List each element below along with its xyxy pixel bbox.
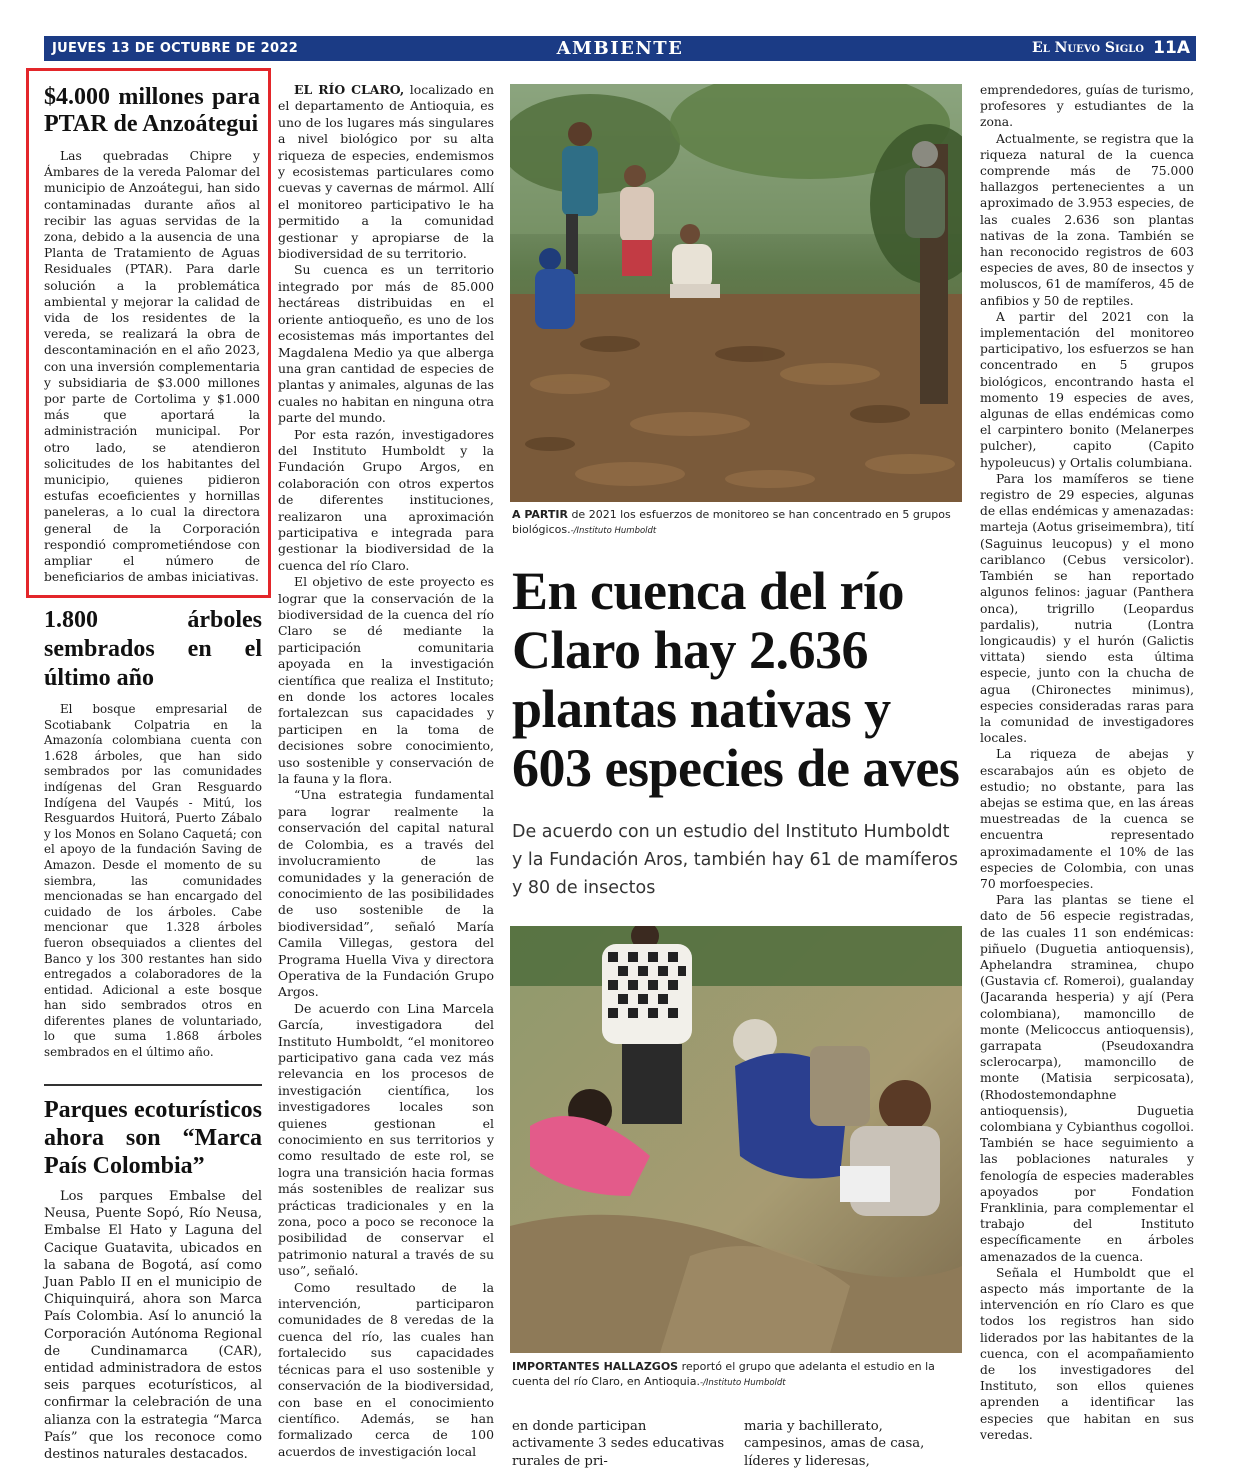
article-lead-paragraph [278,82,494,262]
article-paragraph: Por esta razón, investigadores del Instituto Humboldt y la Fundación Grupo Argos, en colaboración con otros expertos de diferentes instituciones, realizaron una aproximación participativa e integrada para gestionar la biodiversidad de la cuenca del río Claro. [278,426,494,573]
article-paragraph: Actualmente, se registra que la riqueza natural de la cuenca comprende más de 75.000 hallazgos pertenecientes a un aproximado de 3.953 especies, de las cuales 2.636 son plantas nativas de la zona. También se han reconocido registros de 603 especies de aves, 80 de insectos y moluscos, 61 de mamíferos, 45 de anfibios y 50 de reptiles. [980,131,1194,308]
brief-1-title: $4.000 millones para PTAR de Anzoátegui [44,84,260,137]
photo-1-caption [512,507,964,539]
caption-text: reportó el grupo que adelanta el estudio en la cuenta del río Claro, en Antioquia. [512,1360,935,1388]
article-subheadline: De acuerdo con un estudio del Instituto Humboldt y la Fundación Aros, también hay 61 de mamíferos y 80 de insectos [512,822,959,898]
brief-3 [44,1096,262,1463]
brief-3-body: Los parques Embalse del Neusa, Puente Sopó, Río Neusa, Embalse El Hato y Laguna del Cacique Guatavita, ubicados en la sabana de Bogotá, así como Juan Pablo II en el municipio de Chiquinquirá, ahora son Marca País Colombia. Así lo anunció la Corporación Autónoma Regional de Cundinamarca (CAR), entidad administradora de estos seis parques ecoturísticos, al confirmar la celebración de una alianza con la estrategia “Marca País” que los reconoce como destinos naturales destacados. [44,1189,262,1463]
article-paragraph: De acuerdo con Lina Marcela García, investigadora del Instituto Humboldt, “el monitoreo participativo gana cada vez más relevancia en los procesos de investigación científica, los investigadores locales son quienes gestionan el conocimiento en sus territorios y como resultado de este rol, se logra una transición hacia formas más sostenibles de realizar sus prácticas tradicionales y en la zona, poco a poco se reconoce la posibilidad de conservar el patrimonio natural a través de su uso”, señaló. [278,1000,494,1279]
page-header [44,36,1196,61]
article-paragraph: El objetivo de este proyecto es lograr que la conservación de la biodiversidad de la cuenca del río Claro se dé mediante la participación comunitaria apoyada en la investigación científica que realiza el Instituto; en donde los actores locales fortalezcan sus capacidades y participen en la toma de decisiones sobre conocimiento, uso sostenible y conservación de la fauna y la flora. [278,574,494,787]
photo-2-caption [512,1359,964,1391]
brief-2-body: El bosque empresarial de Scotiabank Colpatria en la Amazonía colombiana cuenta con 1.628 árboles, que han sido sembrados por las comunidades indígenas del Gran Resguardo Indígena del Vaupés - Mitú, los Resguardos Huitorá, Puerto Zábalo y los Monos en Solano Caquetá; con el apoyo de la fundación Saving de Amazon. Desde el momento de su siembra, las comunidades mencionadas se han encargado del cuidado de los árboles. Cabe mencionar que 1.328 árboles fueron obsequiados a clientes del Banco y los 300 restantes han sido entregados a colaboradores de la entidad. Adicional a este bosque han sido sembrados otros en diferentes planes de voluntariado, lo que suma 1.868 árboles sembrados en el último año. [44,702,262,1060]
article-column-3b [744,1418,964,1470]
brief-2-title: 1.800 árboles sembrados en el último año [44,607,262,691]
brief-1 [44,84,260,585]
lead-text: localizado en el departamento de Antioquia, es uno de los lugares más singulares a nivel biológico por su alta riqueza de especies, endemismos y ecosistemas particulares como cuevas y cavernas de mármol. Allí el monitoreo participativo le ha permitido a la comunidad gestionar y apropiarse de la biodiversidad de su territorio. [278,82,494,262]
caption-lead: A PARTIR [512,508,568,521]
brief-1-body: Las quebradas Chipre y Ámbares de la vereda Palomar del municipio de Anzoátegui, han sido contaminadas durante años al recibir las aguas servidas de la zona, debido a la ausencia de una Planta de Tratamiento de Aguas Residuales (PTAR). Para darle solución a la problemática ambiental y mejorar la calidad de vida de los residentes de la vereda, se realizará la obra de descontaminación en el año 2023, con una inversión complementaria y subsidiaria de $3.000 millones por parte de Cortolima y $1.000 más que aportará la administración municipal. Por otro lado, se atendieron solicitudes de los habitantes del municipio, quienes pidieron estufas ecoeficientes y hornillas paneleras, a lo cual la directora general de la Corporación respondió comprometiéndose con ampliar el número de beneficiarios de ambas iniciativas. [44,149,260,585]
article-headline: En cuenca del río Claro hay 2.636 plantas nativas y 603 especies de aves [512,561,960,798]
brief-2 [44,606,262,1061]
article-paragraph: Su cuenca es un territorio integrado por más de 85.000 hectáreas distribuidas en el oriente antioqueño, es uno de los ecosistemas más importantes del Magdalena Medio ya que alberga una gran cantidad de especies de plantas y animales, algunas de las cuales no habitan en ninguna otra parte del mundo. [278,262,494,426]
issue-date: JUEVES 13 DE OCTUBRE DE 2022 [52,41,299,56]
brief-3-title: Parques ecoturísticos ahora son “Marca País Colombia” [44,1097,262,1179]
article-column-2 [278,82,494,1460]
article-paragraph: La riqueza de abejas y escarabajos aún es objeto de estudio; no obstante, para las abejas se estima que, en las áreas muestreadas de la cuenca se encuentra representado aproximadamente el 10% de las especies de Colombia, con unas 70 morfoespecies. [980,747,1194,891]
caption-lead: IMPORTANTES HALLAZGOS [512,1360,679,1373]
article-paragraph: en donde participan activamente 3 sedes educativas rurales de pri- [512,1419,725,1469]
caption-text: de 2021 los esfuerzos de monitoreo se han concentrado en 5 grupos biológicos. [512,508,951,536]
newspaper-name: El Nuevo Siglo [1032,40,1144,56]
article-paragraph: A partir del 2021 con la implementación del monitoreo participativo, los esfuerzos se han concentrado en 5 grupos biológicos, encontrando hasta el momento 19 especies de aves, algunas de ellas endémicas como el carpintero bonito (Melanerpes pulcher), capito (Capito hypoleucus) y Ortalis columbiana. [980,309,1194,470]
photo-river-fieldwork [510,926,962,1353]
article-paragraph: maria y bachillerato, campesinos, amas de casa, líderes y lideresas, [744,1419,925,1469]
photo-forest-monitoring [510,84,962,502]
article-paragraph: Como resultado de la intervención, participaron comunidades de 8 veredas de la cuenca del río, las cuales han fortalecido sus capacidades técnicas para el uso sostenible y conservación de la biodiversidad, con base en el conocimiento científico. Además, se han formalizado cerca de 100 acuerdos de investigación local [278,1279,494,1459]
forest-photo-illustration [510,84,962,502]
article-paragraph: Señala el Humboldt que el aspecto más importante de la intervención en río Claro es que todos los registros han sido liderados por las habitantes de la cuenca, con el acompañamiento de los investigadores del Instituto, son ellos quienes aprenden a identificar las especies que habitan en sus veredas. [980,1265,1194,1442]
section-title: AMBIENTE [556,38,684,59]
article-column-4 [980,82,1194,1443]
article-column-3a [512,1418,726,1470]
lead-caps: EL RÍO CLARO, [294,82,405,97]
article-paragraph: emprendedores, guías de turismo, profesores y estudiantes de la zona. [980,83,1194,130]
divider [44,1084,262,1086]
photo-credit: -/Instituto Humboldt [699,1378,786,1388]
river-photo-illustration [510,926,962,1353]
article-paragraph: Para las plantas se tiene el dato de 56 especie registradas, de las cuales 11 son endémicas: piñuelo (Duguetia antioquensis), Aphelandra straminea, chupo (Gustavia cf. Romeroi), gualanday (Jacaranda hesperia) y ají (Pera colombiana), mamoncillo de monte (Melicoccus antioquensis), garrapata (Pseudoxandra sclerocarpa), mamoncillo de monte (Matisia serpicosata), (Rhodostemondaphne antioquensis), Duguetia colombiana y Cybianthus cogolloi. También se hace seguimiento a las poblaciones naturales y fenología de especies maderables apoyados por Fondation Franklinia, para complementar el trabajo del Instituto específicamente en árboles amenazados de la cuenca. [980,893,1194,1264]
article-paragraph: Para los mamíferos se tiene registro de 29 especies, algunas de ellas endémicas y amenazadas: marteja (Aotus griseimembra), tití (Saguinus leucopus) y el mono cariblanco (Cebus versicolor). También se han reportado algunos felinos: jaguar (Panthera onca), trigrillo (Leopardus pardalis), nutria (Lontra longicaudis) y el hurón (Galictis vittata) siendo esta última especie, junto con la chucha de agua (Chironectes minimus), especies consideradas raras para la comunidad de investigadores locales. [980,471,1194,746]
article-paragraph: “Una estrategia fundamental para lograr realmente la conservación del capital natural de Colombia, es a través del involucramiento de las comunidades y la generación de conocimiento de las posibilidades de uso sostenible de la biodiversidad”, señaló María Camila Villegas, gestora del Programa Huella Viva y directora Operativa de la Fundación Grupo Argos. [278,787,494,1000]
page-number: 11A [1153,38,1190,58]
photo-credit: -/Instituto Humboldt [570,526,657,536]
